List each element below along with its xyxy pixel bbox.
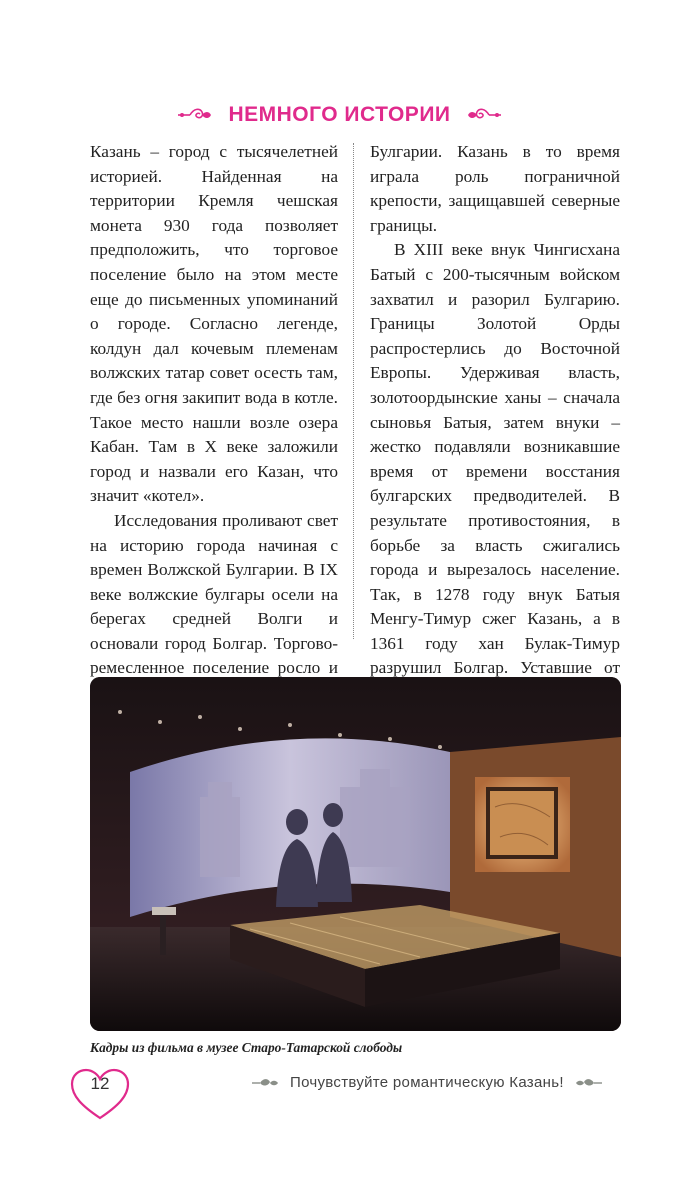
museum-photo [90,677,621,1031]
footer-tagline [250,1074,604,1091]
column-divider [353,143,354,639]
page-number: 12 [90,1074,110,1093]
section-header [0,98,679,132]
page-footer [0,1062,679,1122]
header-ornament-right-icon [465,106,503,124]
paragraph: В XIII веке внук Чингисхана Батый с 200-тысячным войском захватил и разорил Булгарию. Границы Золотой Орды распростерлись до Восточной Европы. Удерживая власть, золотоордынские ханы – сначала сыновья Батыя, затем внуки – жестко подавляли возникавшие время от времени восстания булгарских предводителей. В результате противостояния, в борьбе за власть сжигались города и вырезалось население. Так, в 1278 году внук Батыя Менгу-Тимур сжег Казань, а в 1361 году хан Булак-Тимур разрушил Болгар. Уставшие от [370,240,620,678]
paragraph: Исследования проливают свет на историю города начиная с времен Волжской Булгарии. В IX веке волжские булгары осели на берегах средней Волги и основали город Болгар. Торгово-ремесленное поселение росло и [90,510,338,678]
paragraph: Булгарии. Казань в то время играла роль пограничной крепости, защищавшей северные границы. [370,142,620,235]
footer-ornament-right-icon [574,1076,604,1090]
header-ornament-left-icon [176,106,214,124]
section-title: НЕМНОГО ИСТОРИИ [228,103,451,126]
footer-ornament-left-icon [250,1076,280,1090]
photo-caption: Кадры из фильма в музее Старо-Татарской слободы [90,1040,403,1055]
footer-text: Почувствуйте романтическую Казань! [290,1074,564,1091]
paragraph: Казань – город с тысячелетней историей. Найденная на территории Кремля чешская монета 930 года позволяет предположить, что торговое поселение было на этом месте еще до письменных упоминаний о городе. Согласно легенде, колдун дал кочевым племенам волжских татар совет осесть там, где без огня закипит вода в котле. Такое место нашли возле озера Кабан. Там в X веке заложили город и назвали его Казан, что значит «котел». [90,142,338,506]
